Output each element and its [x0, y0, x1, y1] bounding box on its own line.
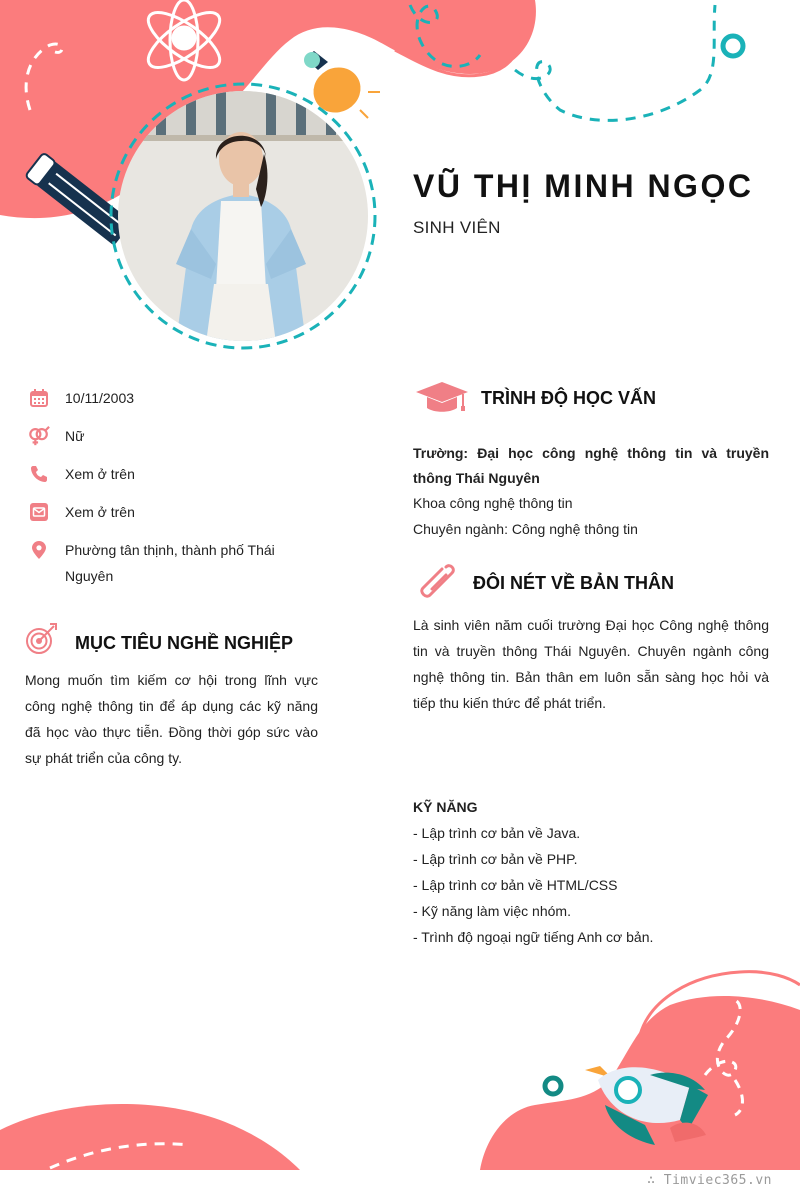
dob-text: 10/11/2003 [65, 390, 135, 406]
candidate-title: SINH VIÊN [413, 218, 501, 237]
location-pin-icon [28, 539, 50, 561]
address-text: Phường tân thịnh, thành phố Thái Nguyên [65, 542, 275, 584]
bottom-left-coral-blob [0, 1104, 300, 1170]
email-text: Xem ở trên [65, 504, 135, 520]
graduation-cap-icon [414, 380, 470, 419]
skills-title: KỸ NĂNG [413, 799, 478, 815]
skill-item: - Lập trình cơ bản về Java. [413, 825, 581, 841]
contact-address [28, 539, 308, 589]
objective-text: Mong muốn tìm kiếm cơ hội trong lĩnh vực công nghệ thông tin để áp dụng các kỹ năng đã học vào thực tiễn. Đồng thời góp sức vào sự phát triển của công ty. [25, 672, 318, 766]
about-text: Là sinh viên năm cuối trường Đại học Công nghệ thông tin và truyền thông Thái Nguyên. Chuyên ngành công nghệ thông tin. Bản thân em luôn sẵn sàng học hỏi và tiếp thu kiến thức để phát triển. [413, 617, 769, 711]
education-faculty: Khoa công nghệ thông tin [413, 495, 573, 511]
education-school: Trường: Đại học công nghệ thông tin và truyền thông Thái Nguyên [413, 445, 769, 486]
gender-icon [28, 425, 50, 447]
about-title: ĐÔI NÉT VỀ BẢN THÂN [473, 573, 675, 593]
contact-phone [28, 463, 308, 487]
gender-text: Nữ [65, 428, 85, 444]
skill-item: - Lập trình cơ bản về HTML/CSS [413, 877, 618, 893]
contact-email [28, 501, 308, 525]
education-title: TRÌNH ĐỘ HỌC VẤN [481, 388, 656, 408]
phone-icon [28, 463, 50, 485]
avatar [116, 89, 370, 343]
skill-item: - Trình độ ngoại ngữ tiếng Anh cơ bản. [413, 929, 654, 945]
contact-gender [28, 425, 308, 449]
email-icon [28, 501, 50, 523]
phone-text: Xem ở trên [65, 466, 135, 482]
objective-title: MỤC TIÊU NGHỀ NGHIỆP [75, 633, 294, 653]
skill-item: - Kỹ năng làm việc nhóm. [413, 903, 571, 919]
watermark: ∴ Timviec365.vn [647, 1173, 772, 1188]
education-major: Chuyên ngành: Công nghệ thông tin [413, 521, 638, 537]
skill-item: - Lập trình cơ bản về PHP. [413, 851, 578, 867]
paperclip-icon [416, 561, 458, 608]
calendar-icon [28, 387, 50, 409]
target-icon [24, 622, 58, 661]
contact-dob [28, 387, 308, 411]
candidate-name: VŨ THỊ MINH NGỌC [413, 168, 754, 204]
